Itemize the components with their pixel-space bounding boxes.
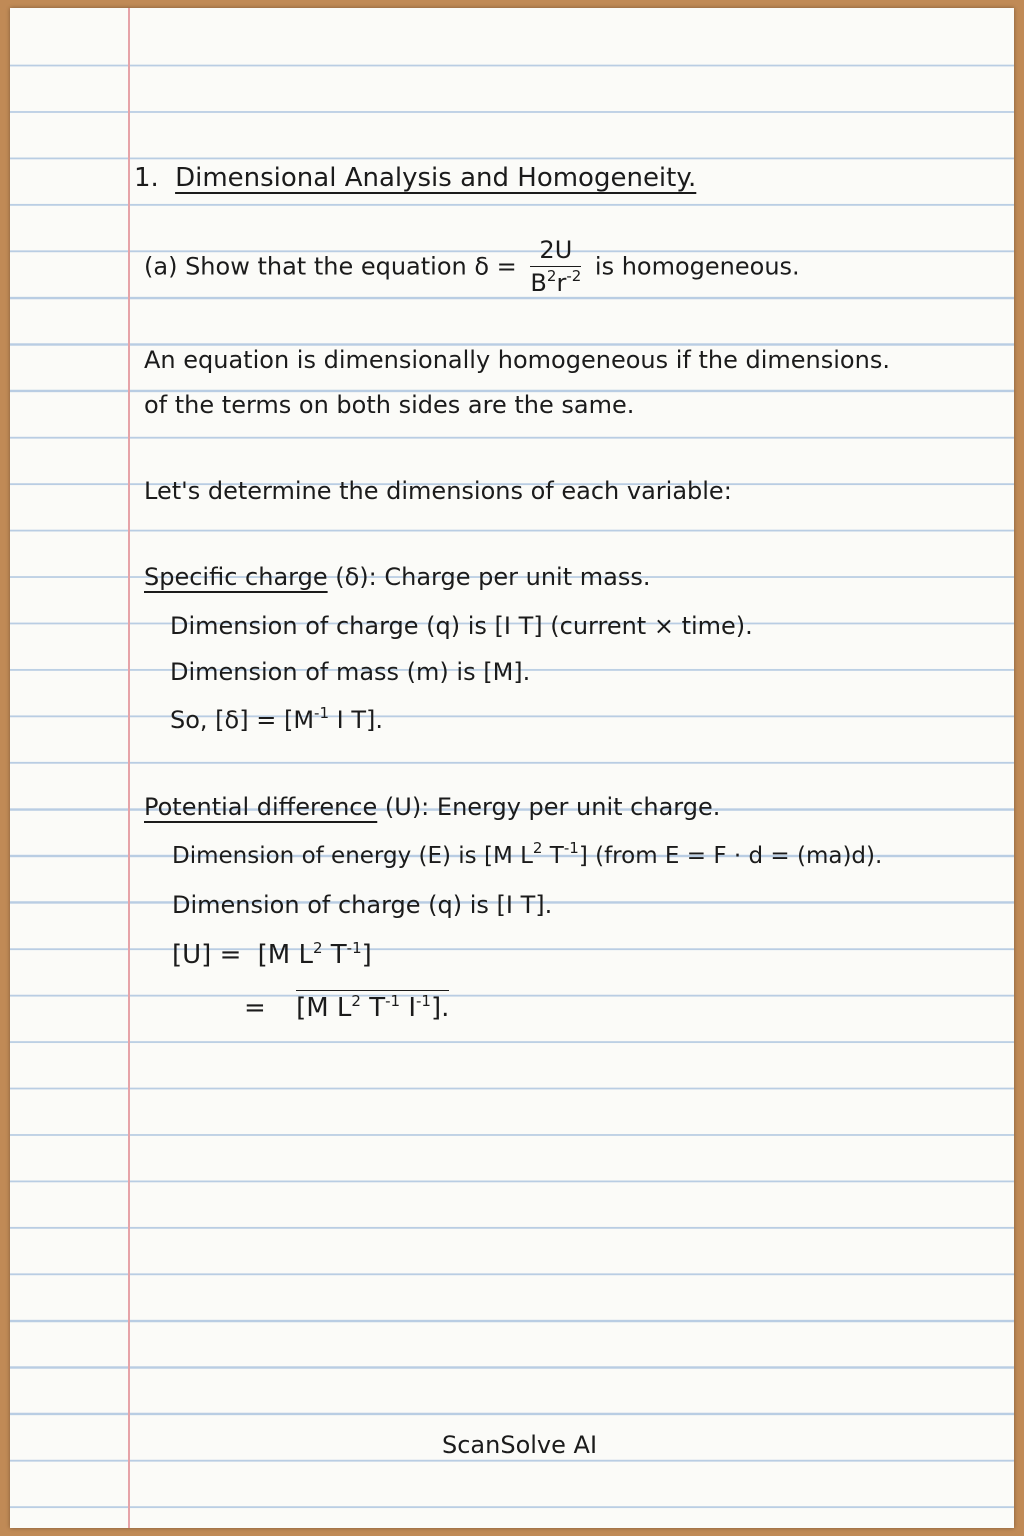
potential-desc: (U): Energy per unit charge. <box>384 793 721 821</box>
margin-line <box>128 8 130 1528</box>
specific-charge-desc: (δ): Charge per unit mass. <box>335 563 651 591</box>
definition-line-1: An equation is dimensionally homogeneous if the dimensions. <box>144 346 890 374</box>
footer-brand: ScanSolve AI <box>442 1431 598 1459</box>
potential-label: Potential difference <box>144 793 378 821</box>
specific-charge-heading <box>144 563 650 591</box>
equation-fraction <box>530 236 581 297</box>
specific-charge-line-1: Dimension of charge (q) is [I T] (current × time). <box>170 612 753 640</box>
eq2-rhs: [M $L^2$ $T^{-1}$ $I^{-1}$]. <box>296 992 450 1023</box>
potential-eq-2: = [M $L^2$ $T^{-1}$ $I^{-1}$]. <box>244 992 450 1023</box>
potential-line-2: Dimension of charge (q) is [I T]. <box>172 891 553 919</box>
specific-charge-line-3: So, $[\delta] = [M^{-1}$ I T]. <box>170 704 383 734</box>
potential-line-1: Dimension of energy (E) is [M $L^2$ $T^{-1}$] (from E = F · d = (ma)d). <box>172 839 883 869</box>
potential-eq-1: [U] = [M $L^2$ $T^{-1}$] <box>172 939 372 970</box>
heading <box>134 163 696 193</box>
notebook-paper <box>10 8 1014 1528</box>
fraction-numerator: 2U <box>530 236 581 267</box>
fraction-denominator: $B^2r^{-2}$ <box>530 267 582 297</box>
eq1-rhs: [M $L^2$ $T^{-1}$] <box>257 939 372 970</box>
definition-line-2: of the terms on both sides are the same. <box>144 391 635 419</box>
question-a-suffix: is homogeneous. <box>594 252 800 281</box>
heading-title: Dimensional Analysis and Homogeneity. <box>175 163 697 193</box>
question-a-prefix: (a) Show that the equation δ = <box>144 252 517 281</box>
specific-charge-label: Specific charge <box>144 563 328 591</box>
specific-charge-line-2: Dimension of mass (m) is [M]. <box>170 658 531 686</box>
question-a <box>144 236 800 297</box>
intro-line: Let's determine the dimensions of each variable: <box>144 477 732 505</box>
heading-number: 1. <box>134 163 159 193</box>
potential-heading <box>144 793 720 821</box>
